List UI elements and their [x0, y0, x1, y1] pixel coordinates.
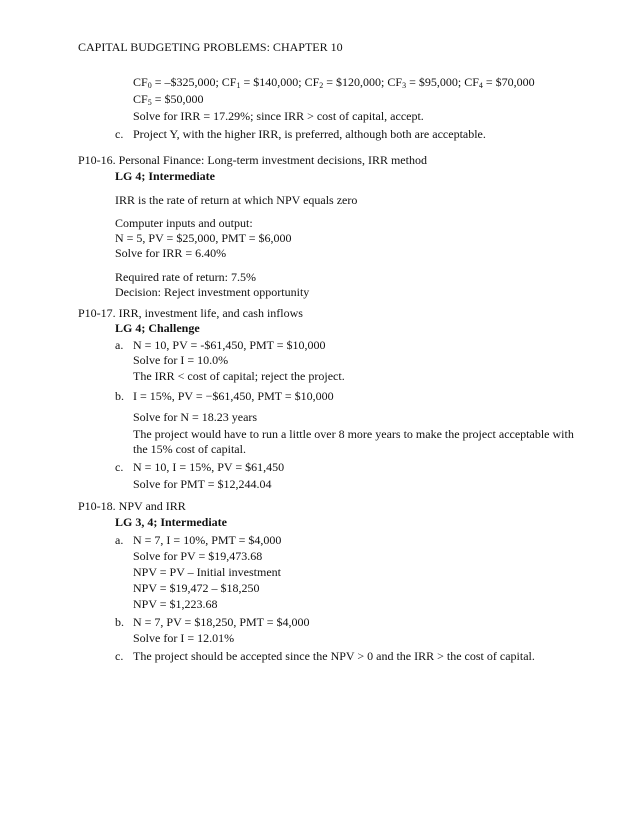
cf3-sub: 3 [402, 81, 407, 90]
cf0-value: = –$325,000; [151, 75, 222, 89]
cf3-label: CF [387, 75, 403, 89]
p10-16-solve: Solve for IRR = 6.40% [115, 246, 227, 260]
p10-17-c-letter: c. [115, 460, 124, 474]
cf1-value: = $140,000; [240, 75, 305, 89]
p10-18-c-letter: c. [115, 649, 124, 663]
p10-17-b-letter: b. [115, 389, 124, 403]
p10-16-inputs-label: Computer inputs and output: [115, 216, 253, 230]
p10-18-a-letter: a. [115, 533, 124, 547]
cash-flow-line [133, 75, 535, 93]
cf5-line [133, 92, 203, 110]
cf0-label: CF [133, 75, 148, 89]
p10-17-a-line2: Solve for I = 10.0% [133, 353, 229, 367]
p10-17-b-line2: Solve for N = 18.23 years [133, 410, 258, 424]
cf4-sub: 4 [478, 81, 483, 90]
cf5-value: = $50,000 [151, 92, 204, 106]
cf5-sub: 5 [147, 98, 152, 107]
p10-18-lg: LG 3, 4; Intermediate [115, 515, 227, 529]
p10-17-c-line1: N = 10, I = 15%, PV = $61,450 [133, 460, 285, 474]
item-c-letter: c. [115, 127, 124, 141]
cf3-value: = $95,000; [406, 75, 465, 89]
p10-18-b-line1: N = 7, PV = $18,250, PMT = $4,000 [133, 615, 310, 629]
p10-17-lg: LG 4; Challenge [115, 321, 200, 335]
p10-16-inputs: N = 5, PV = $25,000, PMT = $6,000 [115, 231, 292, 245]
cf2-value: = $120,000; [323, 75, 388, 89]
cf0-sub: 0 [147, 81, 152, 90]
p10-18-c-line1: The project should be accepted since the NPV > 0 and the IRR > the cost of capital. [133, 649, 535, 663]
p10-18-b-line2: Solve for I = 12.01% [133, 631, 235, 645]
cf2-label: CF [304, 75, 320, 89]
cf1-sub: 1 [236, 81, 241, 90]
p10-17-a-line3: The IRR < cost of capital; reject the project. [133, 369, 345, 383]
p10-16-required: Required rate of return: 7.5% [115, 270, 256, 284]
p10-17-b-line4: the 15% cost of capital. [133, 442, 246, 456]
p10-17-a-letter: a. [115, 338, 124, 352]
p10-17-c-line2: Solve for PMT = $12,244.04 [133, 477, 272, 491]
cf4-label: CF [464, 75, 479, 89]
cf2-sub: 2 [319, 81, 324, 90]
p10-18-a-line1: N = 7, I = 10%, PMT = $4,000 [133, 533, 282, 547]
p10-18-a-line4: NPV = $19,472 – $18,250 [133, 581, 260, 595]
p10-16-lg: LG 4; Intermediate [115, 169, 215, 183]
p10-18-heading: P10-18. NPV and IRR [78, 499, 186, 513]
p10-18-a-line5: NPV = $1,223.68 [133, 597, 218, 611]
irr-line: Solve for IRR = 17.29%; since IRR > cost of capital, accept. [133, 109, 424, 123]
page-header: CAPITAL BUDGETING PROBLEMS: CHAPTER 10 [78, 40, 343, 54]
p10-17-b-line3: The project would have to run a little over 8 more years to make the project acceptable with [133, 427, 574, 441]
p10-17-heading: P10-17. IRR, investment life, and cash inflows [78, 306, 303, 320]
cf5-label: CF [133, 92, 148, 106]
p10-17-b-line1: I = 15%, PV = −$61,450, PMT = $10,000 [133, 389, 334, 403]
cf1-label: CF [221, 75, 237, 89]
p10-18-a-line2: Solve for PV = $19,473.68 [133, 549, 263, 563]
p10-16-definition: IRR is the rate of return at which NPV equals zero [115, 193, 358, 207]
p10-18-a-line3: NPV = PV – Initial investment [133, 565, 281, 579]
p10-16-decision: Decision: Reject investment opportunity [115, 285, 310, 299]
item-c-text: Project Y, with the higher IRR, is preferred, although both are acceptable. [133, 127, 486, 141]
p10-18-b-letter: b. [115, 615, 124, 629]
p10-17-a-line1: N = 10, PV = -$61,450, PMT = $10,000 [133, 338, 326, 352]
cf4-value: = $70,000 [482, 75, 535, 89]
p10-16-heading: P10-16. Personal Finance: Long-term investment decisions, IRR method [78, 153, 427, 167]
